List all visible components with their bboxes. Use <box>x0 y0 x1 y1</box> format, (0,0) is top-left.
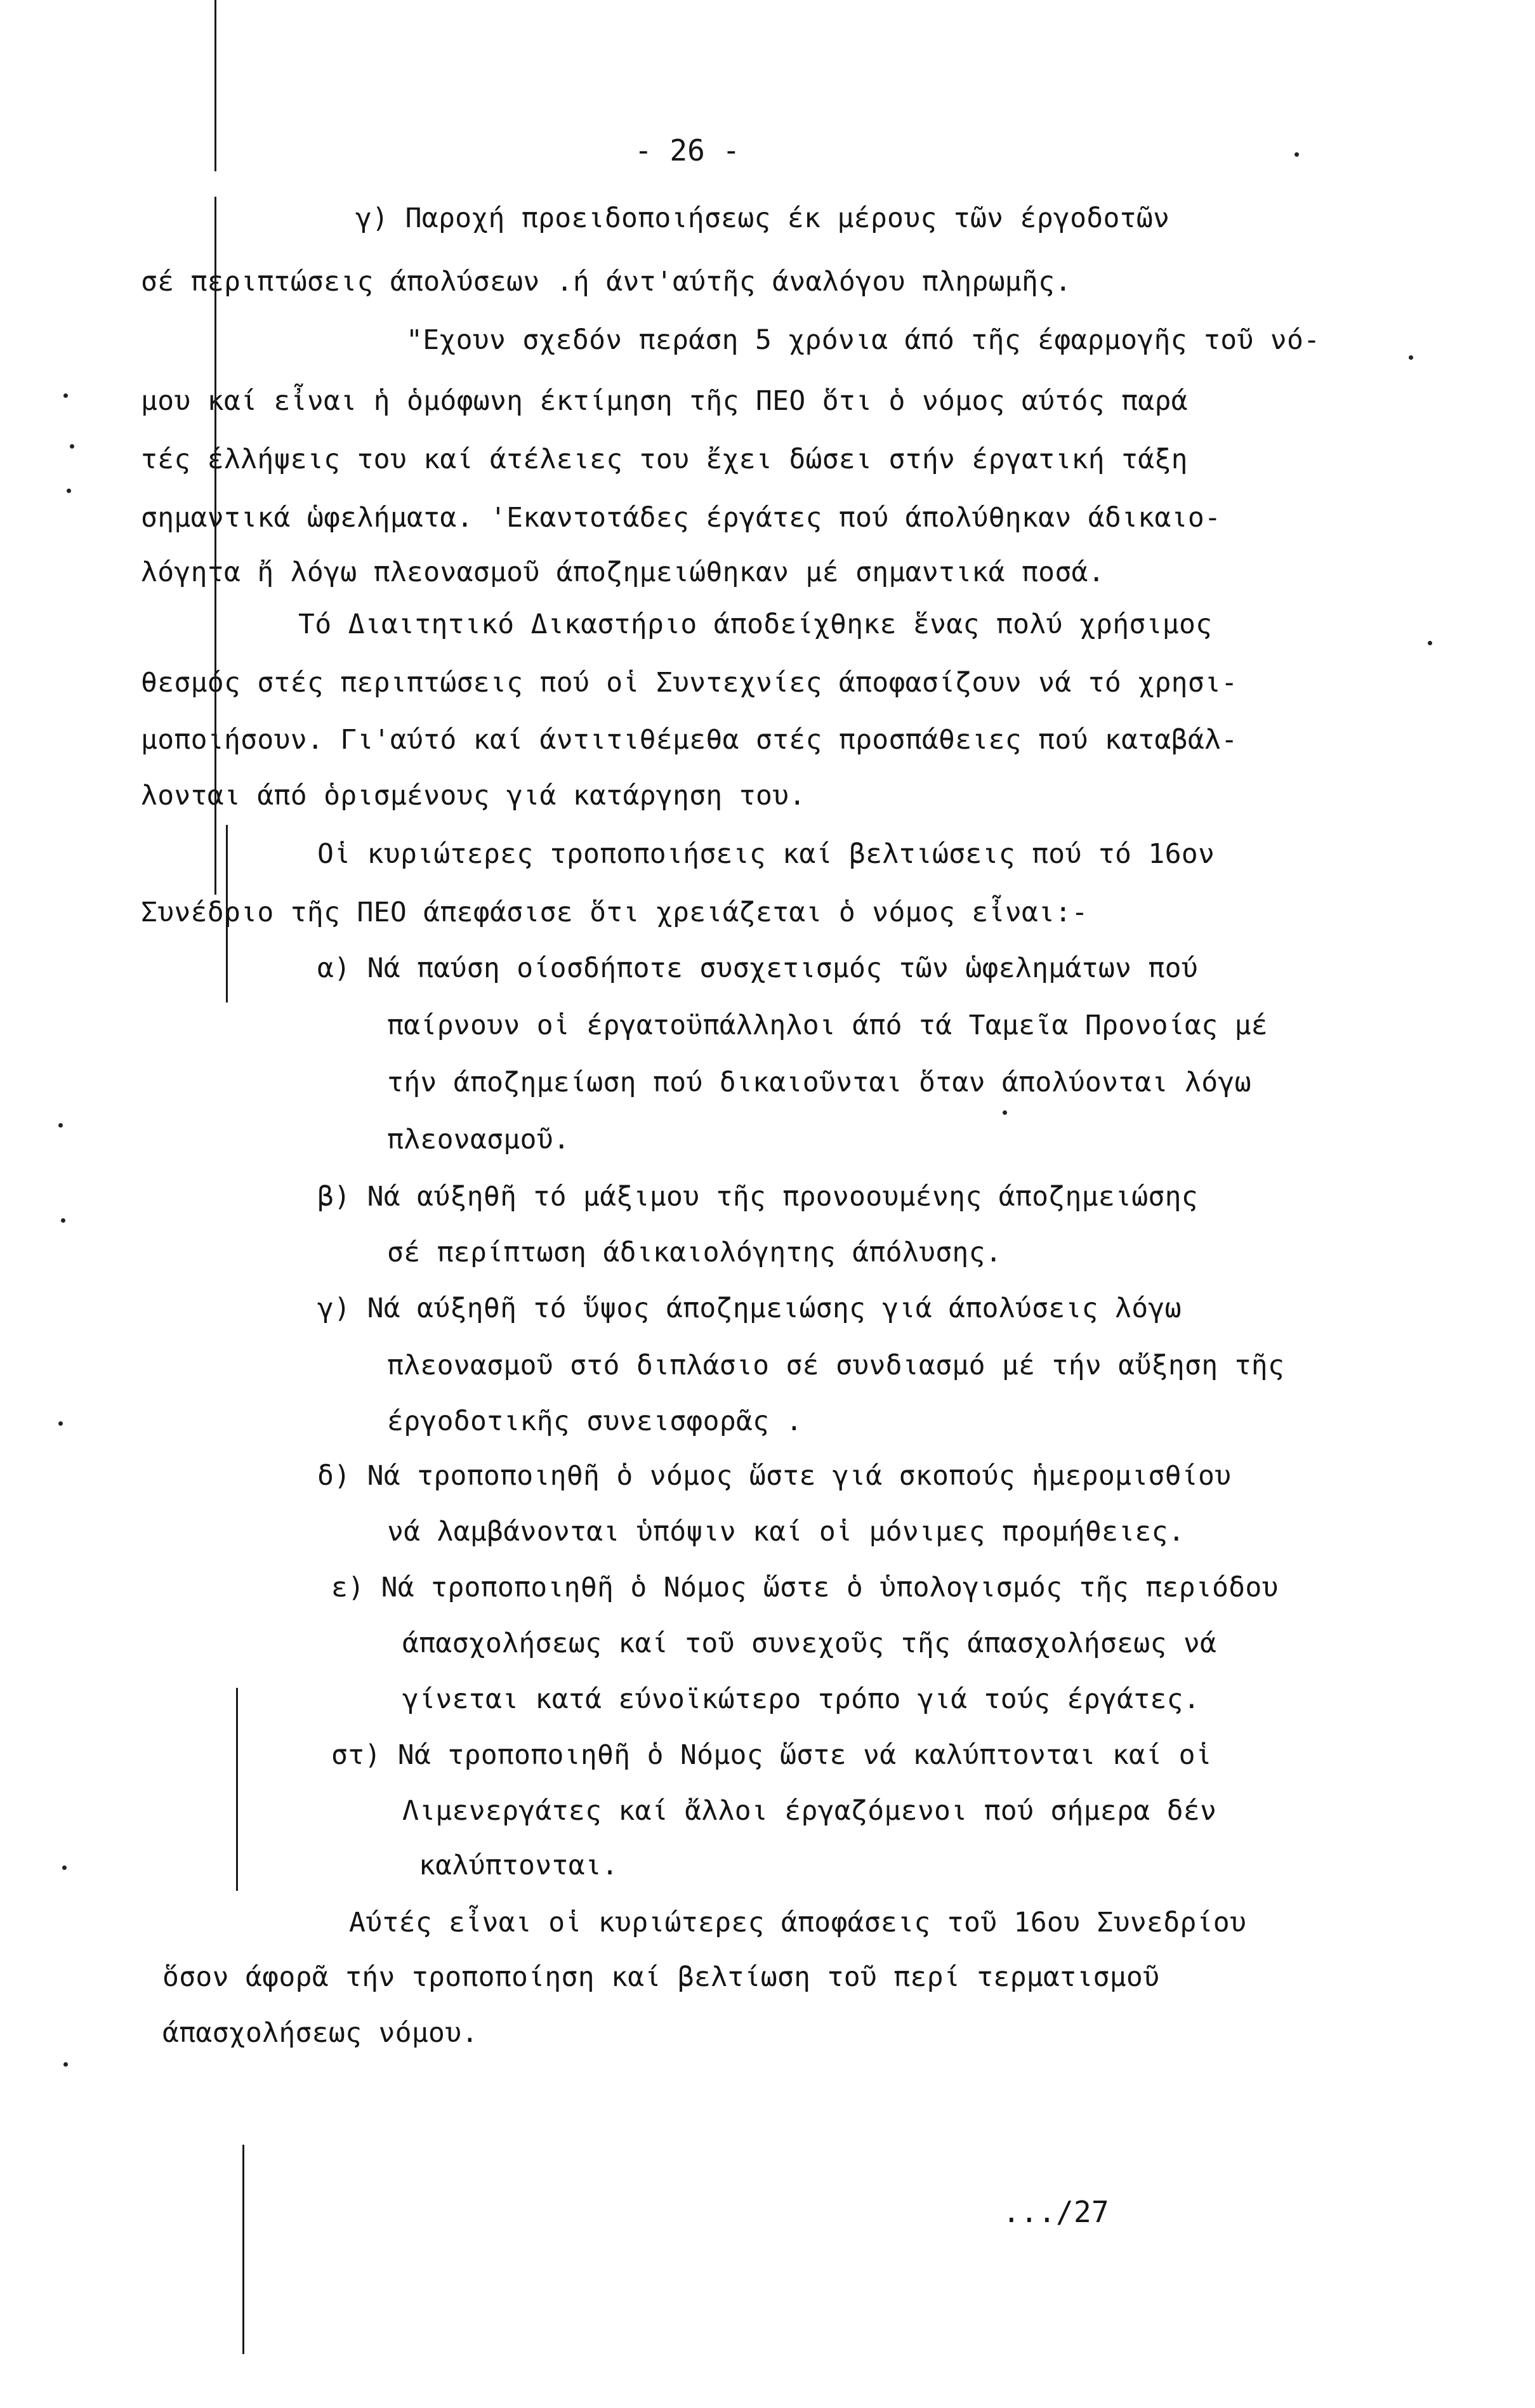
text-line: δ) Νά τροποποιηθῆ ὁ νόμος ὥστε γιά σκοπούς ἡμερομισθίου <box>317 1460 1232 1492</box>
scan-speck <box>63 393 68 398</box>
text-line: σέ περιπτώσεις άπολύσεων .ή άντ'αύτῆς άναλόγου πληρωμῆς. <box>141 266 1072 298</box>
text-line: άπασχολήσεως νόμου. <box>162 2017 478 2049</box>
scan-speck <box>58 1421 63 1426</box>
scan-speck <box>62 1865 67 1870</box>
text-line: πλεονασμοῦ στό διπλάσιο σέ συνδιασμό μέ τήν αὔξηση τῆς <box>387 1350 1285 1381</box>
text-line: γ) Παροχή προειδοποιήσεως έκ μέρους τῶν έργοδοτῶν <box>355 202 1170 234</box>
text-line: λόγητα ἤ λόγω πλεονασμοῦ άποζημειώθηκαν μέ σημαντικά ποσά. <box>141 556 1105 588</box>
margin-bar-bottom <box>242 2145 244 2354</box>
text-line: σέ περίπτωση άδικαιολόγητης άπόλυσης. <box>387 1237 1002 1268</box>
text-line: σημαντικά ὡφελήματα. 'Εκαντοτάδες έργάτες πού άπολύθηκαν άδικαιο- <box>141 502 1222 534</box>
text-line: παίρνουν οἱ έργατοϋπάλληλοι άπό τά Ταμεῖα Προνοίας μέ <box>387 1010 1268 1041</box>
text-line: τές έλλήψεις του καί άτέλειες του ἔχει δώσει στήν έργατική τάξη <box>141 444 1188 475</box>
page-number: - 26 - <box>635 133 741 168</box>
text-line: Οἱ κυριώτερες τροποποιήσεις καί βελτιώσεις πού τό 16ον <box>317 838 1215 870</box>
text-line: θεσμός στές περιπτώσεις πού οἱ Συντεχνίες άποφασίζουν νά τό χρησι- <box>141 667 1238 699</box>
text-line: άπασχολήσεως καί τοῦ συνεχοῦς τῆς άπασχολήσεως νά <box>402 1628 1217 1659</box>
text-line: Λιμενεργάτες καί ἄλλοι έργαζόμενοι πού σήμερα δέν <box>402 1795 1217 1827</box>
scan-speck <box>1428 641 1432 645</box>
continuation-marker: .../27 <box>1003 2195 1109 2229</box>
margin-bar-lower <box>236 1688 238 1891</box>
text-line: νά λαμβάνονται ὑπόψιν καί οἱ μόνιμες προμήθειες. <box>387 1516 1185 1548</box>
text-line: έργοδοτικῆς συνεισφορᾶς . <box>387 1405 803 1437</box>
scan-speck <box>70 444 74 449</box>
text-line: καλύπτονται. <box>419 1850 619 1881</box>
text-line: α) Νά παύση οίοσδήποτε συσχετισμός τῶν ὡφελημάτων πού <box>317 952 1198 984</box>
scan-speck <box>63 2062 68 2067</box>
text-line: Τό Διαιτητικό Δικαστήριο άποδείχθηκε ἕνας πολύ χρήσιμος <box>298 609 1213 640</box>
text-line: πλεονασμοῦ. <box>387 1124 570 1155</box>
text-line: μου καί εἶναι ἡ ὁμόφωνη έκτίμηση τῆς ΠΕΟ ὅτι ὁ νόμος αύτός παρά <box>141 385 1188 417</box>
text-line: ὅσον άφορᾶ τήν τροποποίηση καί βελτίωση τοῦ περί τερματισμοῦ <box>162 1961 1160 1993</box>
scan-speck <box>61 1218 65 1223</box>
text-line: Αύτές εἶναι οἱ κυριώτερες άποφάσεις τοῦ 16ου Συνεδρίου <box>349 1907 1247 1938</box>
text-line: γ) Νά αύξηθῆ τό ὕψος άποζημειώσης γιά άπολύσεις λόγω <box>317 1293 1182 1324</box>
text-line: "Εχουν σχεδόν περάση 5 χρόνια άπό τῆς έφαρμογῆς τοῦ νό- <box>406 324 1321 356</box>
text-line: ε) Νά τροποποιηθῆ ὁ Νόμος ὥστε ὁ ὑπολογισμός τῆς περιόδου <box>331 1572 1279 1603</box>
scan-speck <box>1003 1110 1007 1115</box>
text-line: Συνέδριο τῆς ΠΕΟ άπεφάσισε ὅτι χρειάζεται ὁ νόμος εἶναι:- <box>141 897 1088 928</box>
scan-speck <box>58 1123 63 1128</box>
text-line: στ) Νά τροποποιηθῆ ὁ Νόμος ὥστε νά καλύπτονται καί οἱ <box>331 1739 1212 1771</box>
text-line: τήν άποζημείωση πού δικαιοῦνται ὅταν άπολύονται λόγω <box>387 1067 1251 1098</box>
scan-speck <box>67 489 71 493</box>
margin-bar-top <box>214 0 216 171</box>
scan-speck <box>1409 355 1413 360</box>
text-line: β) Νά αύξηθῆ τό μάξιμου τῆς προνοουμένης άποζημειώσης <box>317 1181 1198 1213</box>
text-line: λονται άπό ὁρισμένους γιά κατάργηση του. <box>141 780 806 812</box>
scan-speck <box>1295 152 1299 157</box>
text-line: γίνεται κατά εύνοϊκώτερο τρόπο γιά τούς έργάτες. <box>402 1683 1201 1715</box>
text-line: μοποιήσουν. Γι'αύτό καί άντιτιθέμεθα στές προσπάθειες πού καταβάλ- <box>141 724 1238 756</box>
